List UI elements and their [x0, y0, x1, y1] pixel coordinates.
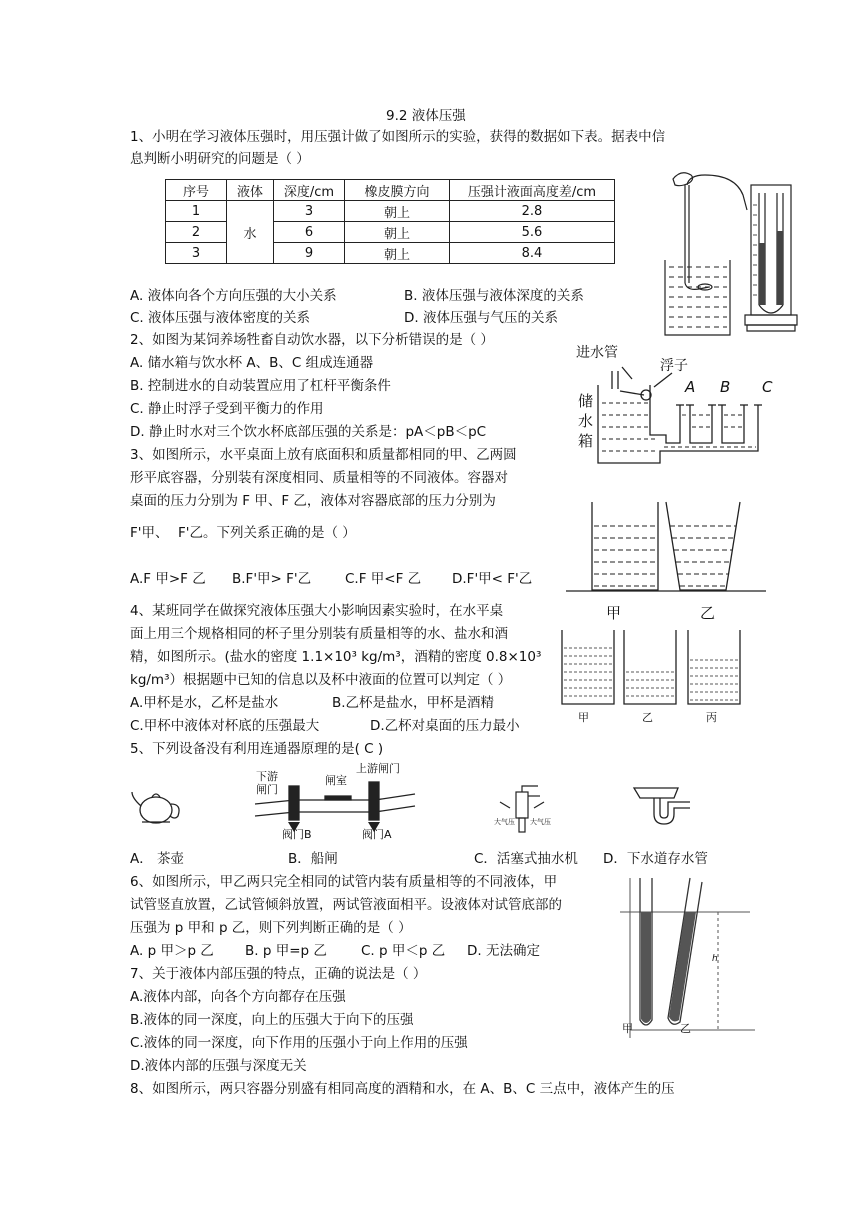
q3-stem-line4a: F'甲、: [130, 525, 169, 541]
q5-option-c: C．活塞式抽水机: [474, 851, 578, 867]
table-cell: 朝上: [345, 222, 450, 243]
q7-option-c: C.液体的同一深度，向下作用的压强小于向上作用的压强: [130, 1035, 468, 1051]
page-title: 9.2 液体压强: [386, 108, 466, 124]
q6-option-c: C. p 甲＜p 乙: [361, 943, 446, 959]
table-cell-liquid: 水: [227, 201, 274, 264]
table-header-cell: 压强计液面高度差/cm: [450, 180, 615, 201]
cup-a-label: A: [685, 378, 696, 396]
atm-pressure-label-left: 大气压: [494, 818, 515, 826]
q6-stem-line3: 压强为 p 甲和 p 乙，则下列判断正确的是（ ）: [130, 920, 412, 936]
q5-option-a: A． 茶壶: [130, 851, 185, 867]
q6-option-a: A. p 甲＞p 乙: [130, 943, 214, 959]
q1-option-c: C. 液体压强与液体密度的关系: [130, 310, 311, 326]
q3-stem-line1: 3、如图所示，水平桌面上放有底面积和质量都相同的甲、乙两圆: [130, 447, 517, 463]
q7-option-a: A.液体内部，向各个方向都存在压强: [130, 989, 346, 1005]
table-cell: 朝上: [345, 243, 450, 264]
q3-stem-line3: 桌面的压力分别为 F 甲、F 乙，液体对容器底部的压力分别为: [130, 493, 496, 509]
q1-option-b: B. 液体压强与液体深度的关系: [404, 288, 584, 304]
table-header-row: [166, 180, 615, 201]
pressure-gauge-figure: [655, 165, 805, 340]
q4-option-d: D.乙杯对桌面的压力最小: [370, 718, 520, 734]
q8-stem-line1: 8、如图所示，两只容器分别盛有相同高度的酒精和水，在 A、B、C 三点中，液体产生的压: [130, 1081, 675, 1097]
table-cell: 5.6: [450, 222, 615, 243]
q1-option-d: D. 液体压强与气压的关系: [404, 310, 558, 326]
table-cell: 8.4: [450, 243, 615, 264]
test-tubes-figure: [620, 878, 755, 1038]
q4-stem-line3: 精，如图所示。(盐水的密度 1.1×10³ kg/m³，酒精的密度 0.8×10³: [130, 649, 542, 665]
q4-option-c: C.甲杯中液体对杯底的压强最大: [130, 718, 320, 734]
q7-option-d: D.液体内部的压强与深度无关: [130, 1058, 307, 1074]
height-label: h: [712, 954, 718, 964]
q4-option-b: B.乙杯是盐水，甲杯是酒精: [332, 695, 495, 711]
q2-option-a: A. 储水箱与饮水杯 A、B、C 组成连通器: [130, 355, 374, 371]
lock-chamber-label: 闸室: [325, 774, 347, 787]
q1-stem-line1: 1、小明在学习液体压强时，用压强计做了如图所示的实验，获得的数据如下表。据表中信: [130, 129, 666, 145]
teapot-icon: [130, 788, 185, 826]
valve-b-label: 阀门B: [282, 828, 312, 841]
tube-jia-label: 甲: [622, 1022, 633, 1035]
q4-stem-line1: 4、某班同学在做探究液体压强大小影响因素实验时，在水平桌: [130, 603, 504, 619]
q7-stem: 7、关于液体内部压强的特点，正确的说法是（ ）: [130, 966, 427, 982]
table-cell: 2.8: [450, 201, 615, 222]
upper-gate-label: 上游闸门: [356, 762, 400, 775]
q6-option-d: D. 无法确定: [467, 943, 540, 959]
float-label: 浮子: [660, 358, 688, 374]
q3-option-c: C.F 甲<F 乙: [345, 571, 422, 587]
q2-option-d: D. 静止时水对三个饮水杯底部压强的关系是：pA＜pB＜pC: [130, 424, 487, 440]
drain-trap-icon: [632, 784, 692, 836]
q4-stem-line4: kg/m³）根据题中已知的信息以及杯中液面的位置可以判定（ ）: [130, 672, 512, 688]
table-cell: 2: [166, 222, 227, 243]
table-cell: 1: [166, 201, 227, 222]
tank-label-3: 箱: [578, 432, 594, 450]
container-jia-label: 甲: [606, 604, 622, 622]
containers-figure: [566, 500, 766, 600]
table-header-cell: 橡皮膜方向: [345, 180, 450, 201]
table-header-cell: 序号: [166, 180, 227, 201]
q2-option-b: B. 控制进水的自动装置应用了杠杆平衡条件: [130, 378, 391, 394]
q2-option-c: C. 静止时浮子受到平衡力的作用: [130, 401, 324, 417]
q1-option-a: A. 液体向各个方向压强的大小关系: [130, 288, 337, 304]
table-cell: 朝上: [345, 201, 450, 222]
q2-stem: 2、如图为某饲养场牲畜自动饮水器，以下分析错误的是（ ）: [130, 332, 494, 348]
q5-stem: 5、下列设备没有利用连通器原理的是( C ): [130, 741, 384, 757]
three-cups-figure: [558, 628, 748, 708]
q4-option-a: A.甲杯是水，乙杯是盐水: [130, 695, 279, 711]
container-yi-label: 乙: [700, 604, 716, 622]
inlet-pipe-label: 进水管: [576, 345, 618, 361]
q3-stem-line4b: F'乙。下列关系正确的是（ ）: [178, 525, 356, 541]
cup-c-label: C: [762, 378, 773, 396]
q6-stem-line1: 6、如图所示，甲乙两只完全相同的试管内装有质量相等的不同液体，甲: [130, 874, 558, 890]
tank-label-1: 储: [578, 392, 594, 410]
valve-a-label: 阀门A: [362, 828, 392, 841]
lower-gate-label-2: 闸门: [256, 783, 278, 796]
cup-jia-label: 甲: [578, 711, 589, 724]
tube-yi-label: 乙: [680, 1022, 691, 1035]
table-cell: 6: [274, 222, 345, 243]
table-cell: 3: [274, 201, 345, 222]
q6-option-b: B. p 甲=p 乙: [245, 943, 327, 959]
cup-yi-label: 乙: [642, 711, 653, 724]
q4-stem-line2: 面上用三个规格相同的杯子里分别装有质量相等的水、盐水和酒: [130, 626, 508, 642]
q6-stem-line2: 试管竖直放置，乙试管倾斜放置，两试管液面相平。设液体对试管底部的: [130, 897, 562, 913]
table-header-cell: 液体: [227, 180, 274, 201]
table-cell: 9: [274, 243, 345, 264]
table-row: [166, 201, 615, 222]
tank-label-2: 水: [578, 412, 594, 430]
lower-gate-label-1: 下游: [256, 770, 278, 783]
q1-data-table: [165, 179, 615, 264]
q5-option-b: B．船闸: [288, 851, 338, 867]
cup-bing-label: 丙: [706, 711, 717, 724]
q1-stem-line2: 息判断小明研究的问题是（ ）: [130, 151, 310, 167]
q3-stem-line2: 形平底容器，分别装有深度相同、质量相等的不同液体。容器对: [130, 470, 508, 486]
table-cell: 3: [166, 243, 227, 264]
q3-option-b: B.F'甲> F'乙: [232, 571, 312, 587]
q7-option-b: B.液体的同一深度，向上的压强大于向下的压强: [130, 1012, 414, 1028]
table-header-cell: 深度/cm: [274, 180, 345, 201]
q5-option-d: D．下水道存水管: [603, 851, 708, 867]
q3-option-a: A.F 甲>F 乙: [130, 571, 206, 587]
q3-option-d: D.F'甲< F'乙: [452, 571, 533, 587]
cup-b-label: B: [720, 378, 731, 396]
atm-pressure-label-right: 大气压: [530, 818, 551, 826]
